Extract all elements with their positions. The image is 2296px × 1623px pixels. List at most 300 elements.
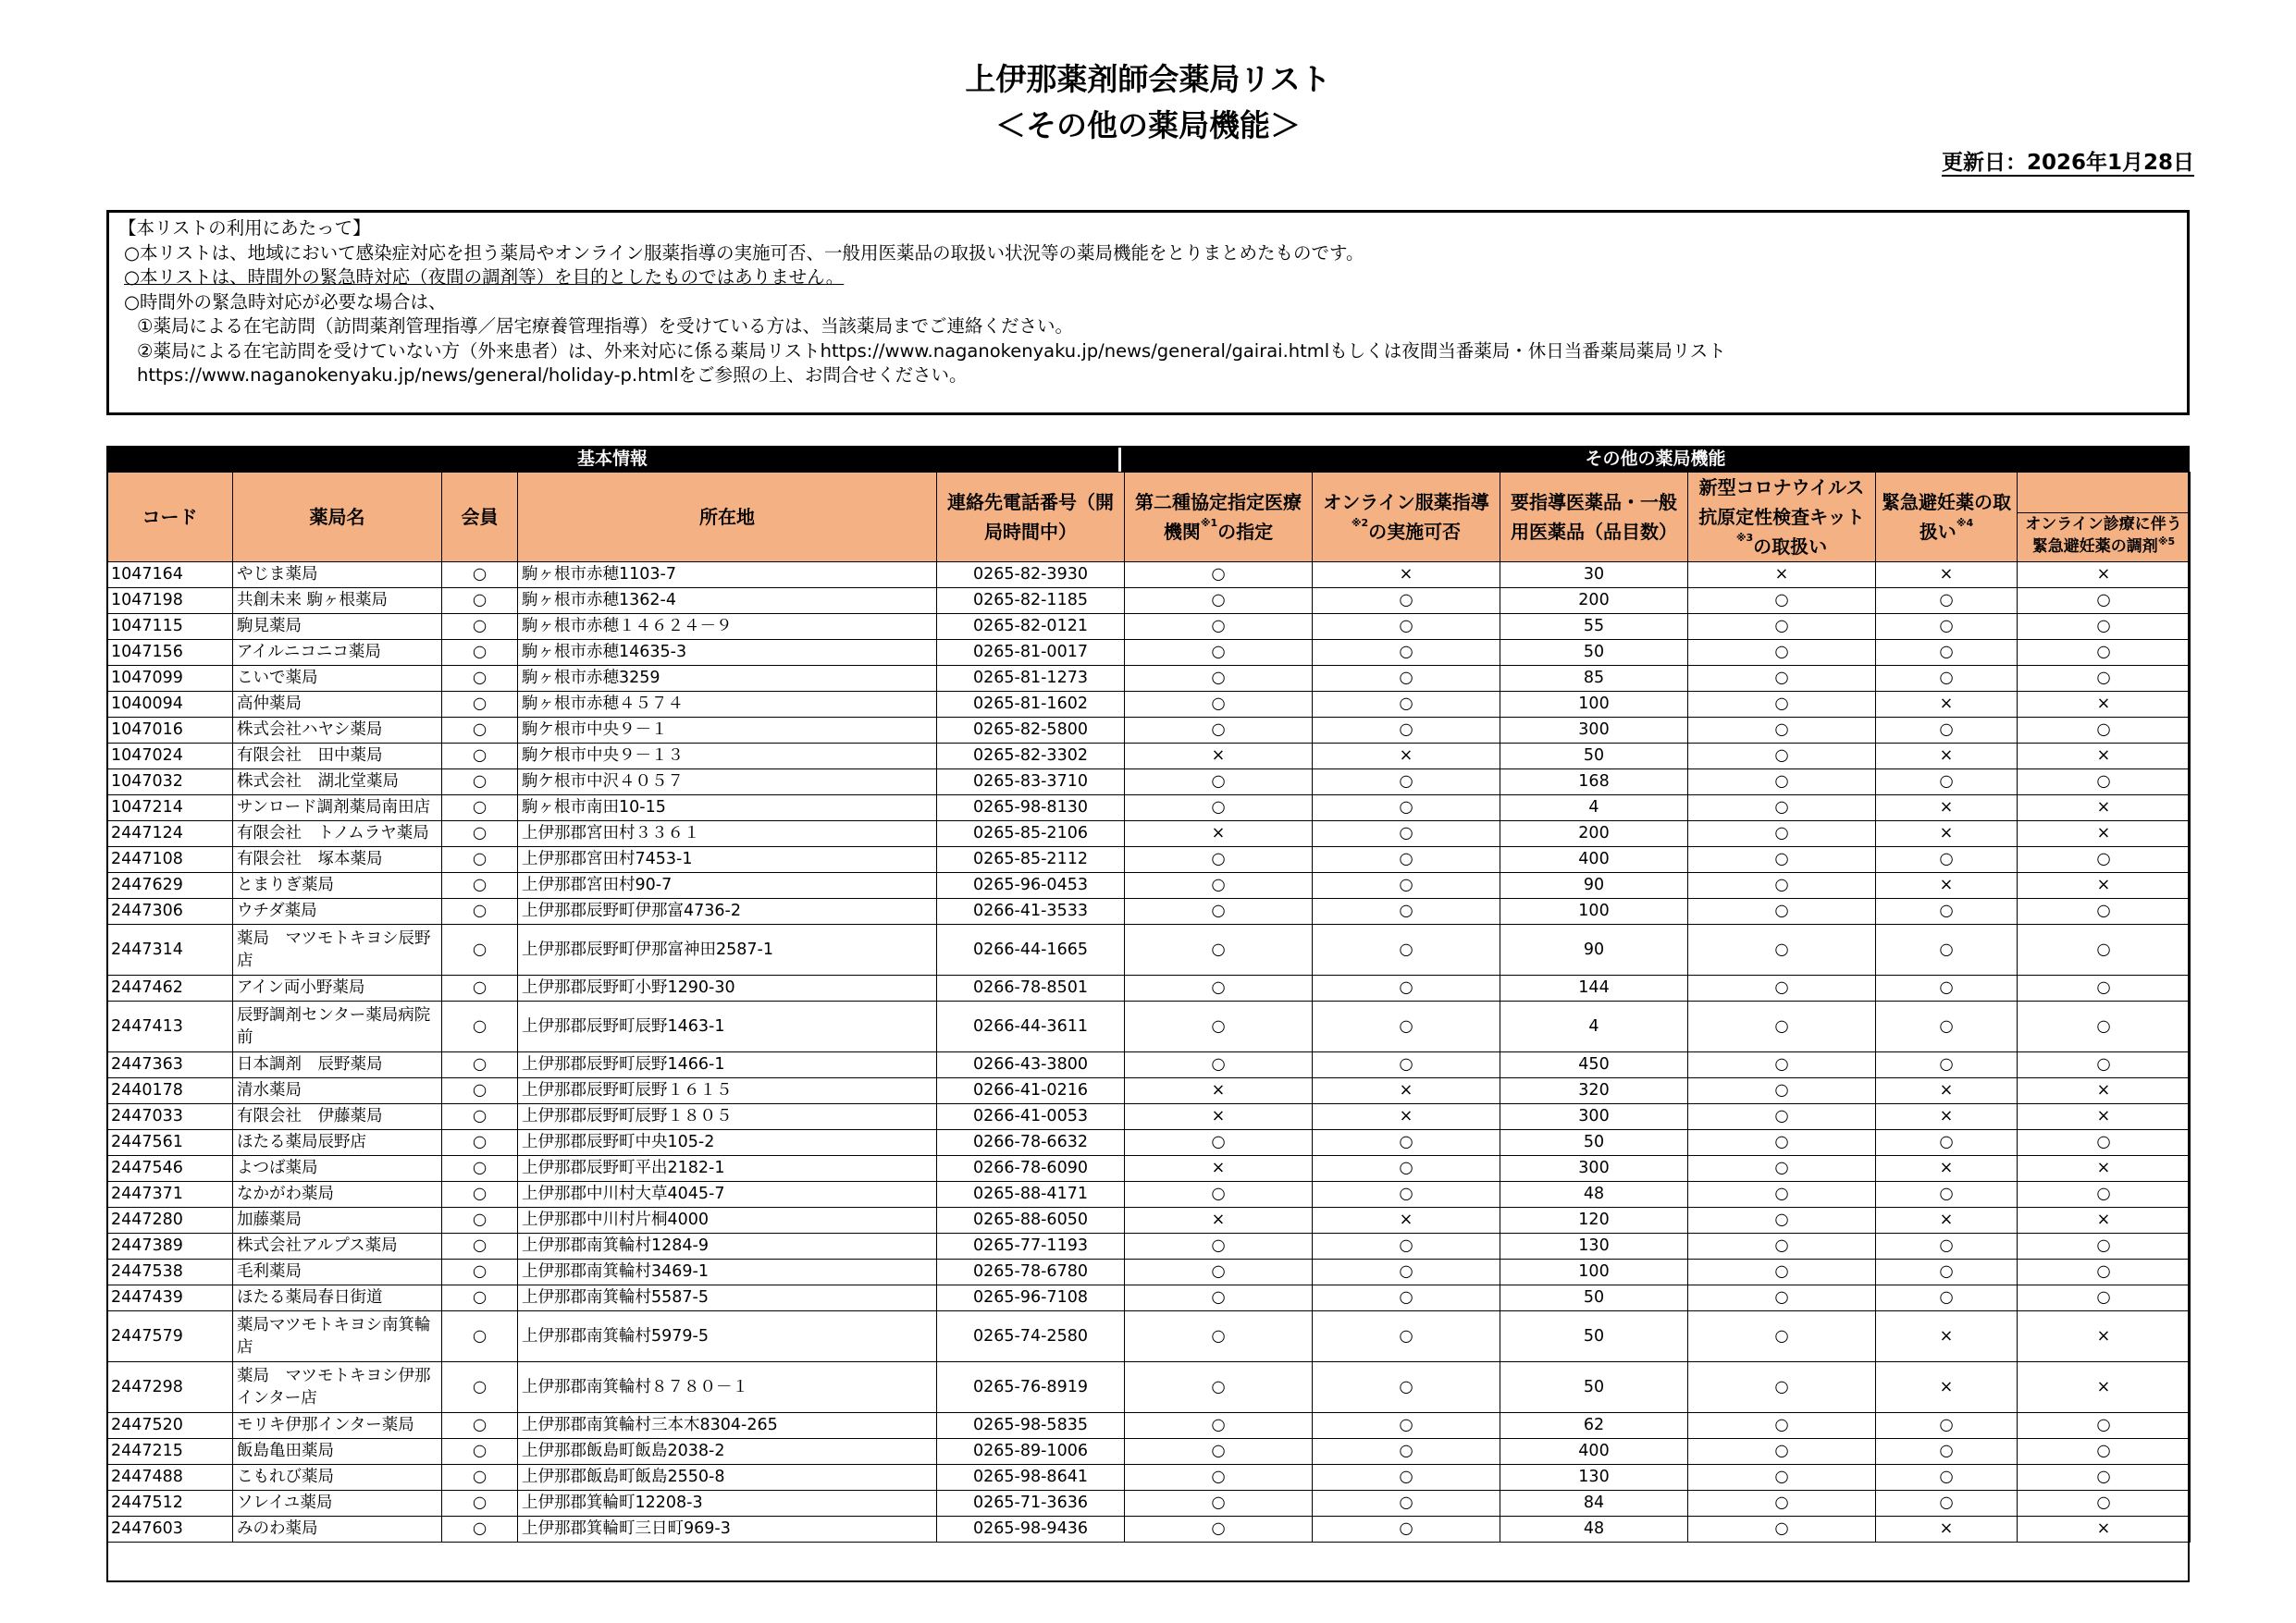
page-subtitle: ＜その他の薬局機能＞ bbox=[995, 107, 1301, 143]
row-covid: ○ bbox=[1688, 1517, 1876, 1543]
row-covid: ○ bbox=[1688, 1156, 1876, 1182]
row-emergency-contraceptive: ○ bbox=[1876, 640, 2018, 666]
row-phone: 0266-78-6632 bbox=[937, 1130, 1125, 1156]
row-phone: 0265-77-1193 bbox=[937, 1234, 1125, 1260]
row-name: 飯島亀田薬局 bbox=[233, 1439, 442, 1465]
table-row bbox=[107, 1260, 2191, 1285]
row-covid: ○ bbox=[1688, 1208, 1876, 1234]
row-otc: 50 bbox=[1500, 1362, 1688, 1413]
row-code: 2447413 bbox=[107, 1002, 233, 1052]
row-code: 1040094 bbox=[107, 692, 233, 718]
row-member: ○ bbox=[442, 873, 518, 899]
row-emergency-contraceptive: ○ bbox=[1876, 1130, 2018, 1156]
row-address: 上伊那郡箕輪町12208-3 bbox=[518, 1491, 937, 1517]
row-online: ○ bbox=[1313, 769, 1500, 795]
row-covid: ○ bbox=[1688, 795, 1876, 821]
table-row bbox=[107, 1362, 2191, 1413]
table-row bbox=[107, 1156, 2191, 1182]
table-row bbox=[107, 1465, 2191, 1491]
table-row bbox=[107, 1078, 2191, 1104]
row-name: こいで薬局 bbox=[233, 666, 442, 692]
row-address: 上伊那郡南箕輪村1284-9 bbox=[518, 1234, 937, 1260]
row-member: ○ bbox=[442, 1078, 518, 1104]
group-header-basic: 基本情報 bbox=[576, 449, 648, 469]
row-code: 2447314 bbox=[107, 925, 233, 976]
col-header-name: 薬局名 bbox=[233, 473, 442, 562]
row-otc: 90 bbox=[1500, 925, 1688, 976]
col-header-code: コード bbox=[107, 473, 233, 562]
row-code: 2447488 bbox=[107, 1465, 233, 1491]
row-phone: 0265-85-2106 bbox=[937, 821, 1125, 847]
row-member: ○ bbox=[442, 1439, 518, 1465]
row-otc: 200 bbox=[1500, 588, 1688, 614]
row-emergency-contraceptive: × bbox=[1876, 1104, 2018, 1130]
row-address: 上伊那郡南箕輪村5587-5 bbox=[518, 1285, 937, 1311]
row-online: ○ bbox=[1313, 1052, 1500, 1078]
row-ec-online: ○ bbox=[2018, 1130, 2191, 1156]
row-code: 2447298 bbox=[107, 1362, 233, 1413]
row-covid: ○ bbox=[1688, 640, 1876, 666]
row-designated: × bbox=[1125, 1104, 1313, 1130]
row-ec-online: ○ bbox=[2018, 1052, 2191, 1078]
row-phone: 0265-98-8641 bbox=[937, 1465, 1125, 1491]
row-code: 1047156 bbox=[107, 640, 233, 666]
row-emergency-contraceptive: ○ bbox=[1876, 847, 2018, 873]
row-name: モリキ伊那インター薬局 bbox=[233, 1413, 442, 1439]
row-otc: 120 bbox=[1500, 1208, 1688, 1234]
row-code: 2447124 bbox=[107, 821, 233, 847]
row-phone: 0265-81-0017 bbox=[937, 640, 1125, 666]
row-ec-online: ○ bbox=[2018, 666, 2191, 692]
row-designated: ○ bbox=[1125, 1052, 1313, 1078]
row-online: ○ bbox=[1313, 1517, 1500, 1543]
row-code: 2447215 bbox=[107, 1439, 233, 1465]
row-online: ○ bbox=[1313, 1002, 1500, 1052]
row-emergency-contraceptive: × bbox=[1876, 873, 2018, 899]
table-row bbox=[107, 1002, 2191, 1052]
col-header-online: オンライン服薬指導 $^{※2}$の実施可否 bbox=[1313, 473, 1500, 562]
row-emergency-contraceptive: ○ bbox=[1876, 1439, 2018, 1465]
row-ec-online: × bbox=[2018, 821, 2191, 847]
row-otc: 50 bbox=[1500, 1130, 1688, 1156]
row-member: ○ bbox=[442, 562, 518, 588]
row-code: 2447629 bbox=[107, 873, 233, 899]
row-code: 2447462 bbox=[107, 976, 233, 1002]
row-code: 2447579 bbox=[107, 1311, 233, 1362]
row-phone: 0265-82-3302 bbox=[937, 744, 1125, 769]
row-name: 薬局マツモトキヨシ南箕輪店 bbox=[233, 1311, 442, 1362]
row-designated: ○ bbox=[1125, 1439, 1313, 1465]
row-member: ○ bbox=[442, 1362, 518, 1413]
row-code: 2447306 bbox=[107, 899, 233, 925]
row-otc: 300 bbox=[1500, 1104, 1688, 1130]
table-row bbox=[107, 562, 2191, 588]
row-designated: ○ bbox=[1125, 666, 1313, 692]
row-designated: × bbox=[1125, 1156, 1313, 1182]
row-designated: ○ bbox=[1125, 692, 1313, 718]
row-otc: 100 bbox=[1500, 899, 1688, 925]
table-row bbox=[107, 588, 2191, 614]
row-phone: 0265-85-2112 bbox=[937, 847, 1125, 873]
row-member: ○ bbox=[442, 847, 518, 873]
row-member: ○ bbox=[442, 925, 518, 976]
row-covid: ○ bbox=[1688, 873, 1876, 899]
col-header-designation: 第二種協定指定医療機関$^{※1}$の指定 bbox=[1125, 473, 1313, 562]
row-designated: × bbox=[1125, 744, 1313, 769]
pharmacy-table bbox=[106, 472, 2191, 1543]
row-covid: ○ bbox=[1688, 847, 1876, 873]
row-name: 毛利薬局 bbox=[233, 1260, 442, 1285]
row-ec-online: × bbox=[2018, 1156, 2191, 1182]
row-name: アイン両小野薬局 bbox=[233, 976, 442, 1002]
row-name: 加藤薬局 bbox=[233, 1208, 442, 1234]
row-designated: ○ bbox=[1125, 1260, 1313, 1285]
row-address: 上伊那郡南箕輪村3469-1 bbox=[518, 1260, 937, 1285]
row-otc: 320 bbox=[1500, 1078, 1688, 1104]
row-covid: ○ bbox=[1688, 1413, 1876, 1439]
row-name: ウチダ薬局 bbox=[233, 899, 442, 925]
row-otc: 84 bbox=[1500, 1491, 1688, 1517]
row-name: とまりぎ薬局 bbox=[233, 873, 442, 899]
row-member: ○ bbox=[442, 1311, 518, 1362]
col-header-member: 会員 bbox=[442, 473, 518, 562]
row-otc: 4 bbox=[1500, 1002, 1688, 1052]
row-name: 高仲薬局 bbox=[233, 692, 442, 718]
row-online: ○ bbox=[1313, 1182, 1500, 1208]
row-address: 上伊那郡辰野町辰野１８０５ bbox=[518, 1104, 937, 1130]
row-member: ○ bbox=[442, 1413, 518, 1439]
row-ec-online: ○ bbox=[2018, 614, 2191, 640]
row-online: ○ bbox=[1313, 1285, 1500, 1311]
row-name: アイルニコニコ薬局 bbox=[233, 640, 442, 666]
row-phone: 0266-44-3611 bbox=[937, 1002, 1125, 1052]
row-emergency-contraceptive: × bbox=[1876, 1311, 2018, 1362]
row-phone: 0265-71-3636 bbox=[937, 1491, 1125, 1517]
row-address: 駒ヶ根市赤穂１４６２４－９ bbox=[518, 614, 937, 640]
row-code: 1047115 bbox=[107, 614, 233, 640]
row-name: 株式会社ハヤシ薬局 bbox=[233, 718, 442, 744]
row-covid: ○ bbox=[1688, 1285, 1876, 1311]
col-header-covid: 新型コロナウイルス抗原定性検査キット $^{※3}$の取扱い bbox=[1688, 473, 1876, 562]
row-member: ○ bbox=[442, 588, 518, 614]
row-otc: 300 bbox=[1500, 718, 1688, 744]
row-designated: ○ bbox=[1125, 873, 1313, 899]
row-member: ○ bbox=[442, 1491, 518, 1517]
row-otc: 50 bbox=[1500, 1285, 1688, 1311]
table-row bbox=[107, 666, 2191, 692]
row-covid: ○ bbox=[1688, 1078, 1876, 1104]
row-ec-online: × bbox=[2018, 1208, 2191, 1234]
table-row bbox=[107, 744, 2191, 769]
row-phone: 0265-98-5835 bbox=[937, 1413, 1125, 1439]
row-emergency-contraceptive: ○ bbox=[1876, 899, 2018, 925]
row-code: 2440178 bbox=[107, 1078, 233, 1104]
row-address: 上伊那郡宮田村90-7 bbox=[518, 873, 937, 899]
table-row bbox=[107, 1311, 2191, 1362]
row-address: 上伊那郡辰野町小野1290-30 bbox=[518, 976, 937, 1002]
page-title: 上伊那薬剤師会薬局リスト bbox=[965, 61, 1331, 97]
row-otc: 400 bbox=[1500, 1439, 1688, 1465]
row-otc: 48 bbox=[1500, 1517, 1688, 1543]
row-code: 1047164 bbox=[107, 562, 233, 588]
row-ec-online: × bbox=[2018, 795, 2191, 821]
row-online: ○ bbox=[1313, 614, 1500, 640]
row-name: 日本調剤 辰野薬局 bbox=[233, 1052, 442, 1078]
row-otc: 4 bbox=[1500, 795, 1688, 821]
row-phone: 0265-82-3930 bbox=[937, 562, 1125, 588]
table-row bbox=[107, 640, 2191, 666]
row-phone: 0266-78-6090 bbox=[937, 1156, 1125, 1182]
row-online: ○ bbox=[1313, 1130, 1500, 1156]
table-row bbox=[107, 821, 2191, 847]
table-row bbox=[107, 795, 2191, 821]
row-designated: ○ bbox=[1125, 795, 1313, 821]
col-header-ec-online: オンライン診療に伴う緊急避妊薬の調剤$^{※5}$ bbox=[2018, 513, 2191, 562]
row-member: ○ bbox=[442, 744, 518, 769]
row-phone: 0265-96-0453 bbox=[937, 873, 1125, 899]
row-online: ○ bbox=[1313, 821, 1500, 847]
row-member: ○ bbox=[442, 1234, 518, 1260]
table-row bbox=[107, 692, 2191, 718]
row-covid: ○ bbox=[1688, 769, 1876, 795]
row-covid: ○ bbox=[1688, 692, 1876, 718]
row-name: よつば薬局 bbox=[233, 1156, 442, 1182]
row-online: ○ bbox=[1313, 692, 1500, 718]
notice-line-1: ○本リストは、地域において感染症対応を担う薬局やオンライン服薬指導の実施可否、一般用医薬品の取扱い状況等の薬局機能をとりまとめたものです。 bbox=[124, 241, 1364, 264]
row-name: 株式会社 湖北堂薬局 bbox=[233, 769, 442, 795]
row-member: ○ bbox=[442, 1104, 518, 1130]
row-member: ○ bbox=[442, 795, 518, 821]
row-covid: ○ bbox=[1688, 1182, 1876, 1208]
row-covid: ○ bbox=[1688, 925, 1876, 976]
row-name: 薬局 マツモトキヨシ辰野店 bbox=[233, 925, 442, 976]
col-header-phone: 連絡先電話番号（開局時間中） bbox=[937, 473, 1125, 562]
row-name: 辰野調剤センター薬局病院前 bbox=[233, 1002, 442, 1052]
row-emergency-contraceptive: ○ bbox=[1876, 1234, 2018, 1260]
row-phone: 0266-41-3533 bbox=[937, 899, 1125, 925]
row-designated: × bbox=[1125, 1208, 1313, 1234]
row-otc: 130 bbox=[1500, 1234, 1688, 1260]
row-covid: ○ bbox=[1688, 588, 1876, 614]
row-name: 有限会社 伊藤薬局 bbox=[233, 1104, 442, 1130]
row-designated: ○ bbox=[1125, 1465, 1313, 1491]
row-ec-online: × bbox=[2018, 1311, 2191, 1362]
row-designated: ○ bbox=[1125, 899, 1313, 925]
row-code: 2447538 bbox=[107, 1260, 233, 1285]
row-otc: 168 bbox=[1500, 769, 1688, 795]
row-online: ○ bbox=[1313, 795, 1500, 821]
row-address: 駒ケ根市中沢４０５７ bbox=[518, 769, 937, 795]
table-row bbox=[107, 1052, 2191, 1078]
table-row bbox=[107, 769, 2191, 795]
row-ec-online: ○ bbox=[2018, 1285, 2191, 1311]
row-online: ○ bbox=[1313, 873, 1500, 899]
row-name: 有限会社 田中薬局 bbox=[233, 744, 442, 769]
row-emergency-contraceptive: × bbox=[1876, 744, 2018, 769]
row-otc: 130 bbox=[1500, 1465, 1688, 1491]
row-emergency-contraceptive: × bbox=[1876, 562, 2018, 588]
row-name: 共創未来 駒ヶ根薬局 bbox=[233, 588, 442, 614]
row-phone: 0265-96-7108 bbox=[937, 1285, 1125, 1311]
row-name: やじま薬局 bbox=[233, 562, 442, 588]
row-member: ○ bbox=[442, 640, 518, 666]
row-designated: ○ bbox=[1125, 718, 1313, 744]
row-address: 上伊那郡箕輪町三日町969-3 bbox=[518, 1517, 937, 1543]
row-member: ○ bbox=[442, 666, 518, 692]
row-covid: ○ bbox=[1688, 1439, 1876, 1465]
row-otc: 50 bbox=[1500, 640, 1688, 666]
row-address: 上伊那郡辰野町辰野１６１５ bbox=[518, 1078, 937, 1104]
row-address: 上伊那郡辰野町伊那富神田2587-1 bbox=[518, 925, 937, 976]
row-online: ○ bbox=[1313, 1311, 1500, 1362]
row-emergency-contraceptive: ○ bbox=[1876, 1002, 2018, 1052]
table-row bbox=[107, 1517, 2191, 1543]
notice-line-2: ○本リストは、時間外の緊急時対応（夜間の調剤等）を目的としたものではありません。 bbox=[124, 266, 845, 288]
row-member: ○ bbox=[442, 1156, 518, 1182]
group-header-other: その他の薬局機能 bbox=[1585, 449, 1726, 469]
table-row bbox=[107, 873, 2191, 899]
row-address: 上伊那郡飯島町飯島2038-2 bbox=[518, 1439, 937, 1465]
row-emergency-contraceptive: ○ bbox=[1876, 1285, 2018, 1311]
row-address: 上伊那郡飯島町飯島2550-8 bbox=[518, 1465, 937, 1491]
row-code: 2447603 bbox=[107, 1517, 233, 1543]
row-designated: × bbox=[1125, 1078, 1313, 1104]
row-address: 駒ヶ根市赤穂14635-3 bbox=[518, 640, 937, 666]
row-phone: 0265-82-0121 bbox=[937, 614, 1125, 640]
notice-line-4: ①薬局による在宅訪問（訪問薬剤管理指導／居宅療養管理指導）を受けている方は、当該薬局までご連絡ください。 bbox=[137, 315, 1073, 337]
table-row bbox=[107, 1130, 2191, 1156]
row-emergency-contraceptive: ○ bbox=[1876, 1413, 2018, 1439]
row-online: ○ bbox=[1313, 1362, 1500, 1413]
row-name: みのわ薬局 bbox=[233, 1517, 442, 1543]
row-phone: 0265-89-1006 bbox=[937, 1439, 1125, 1465]
group-header-bar bbox=[106, 446, 2190, 472]
row-designated: ○ bbox=[1125, 1285, 1313, 1311]
row-otc: 450 bbox=[1500, 1052, 1688, 1078]
row-name: 薬局 マツモトキヨシ伊那インター店 bbox=[233, 1362, 442, 1413]
table-row bbox=[107, 1234, 2191, 1260]
row-ec-online: ○ bbox=[2018, 925, 2191, 976]
table-row bbox=[107, 847, 2191, 873]
row-emergency-contraceptive: × bbox=[1876, 795, 2018, 821]
row-otc: 30 bbox=[1500, 562, 1688, 588]
row-covid: ○ bbox=[1688, 1465, 1876, 1491]
row-designated: ○ bbox=[1125, 1413, 1313, 1439]
row-covid: ○ bbox=[1688, 1052, 1876, 1078]
row-designated: ○ bbox=[1125, 1002, 1313, 1052]
row-address: 上伊那郡辰野町伊那富4736-2 bbox=[518, 899, 937, 925]
row-code: 1047016 bbox=[107, 718, 233, 744]
pharmacy-table-body bbox=[107, 562, 2191, 1543]
row-address: 上伊那郡南箕輪村８７８０－１ bbox=[518, 1362, 937, 1413]
table-row bbox=[107, 614, 2191, 640]
row-emergency-contraceptive: × bbox=[1876, 1517, 2018, 1543]
row-designated: ○ bbox=[1125, 1130, 1313, 1156]
row-member: ○ bbox=[442, 821, 518, 847]
row-covid: ○ bbox=[1688, 744, 1876, 769]
row-code: 2447389 bbox=[107, 1234, 233, 1260]
row-phone: 0265-82-1185 bbox=[937, 588, 1125, 614]
row-code: 2447280 bbox=[107, 1208, 233, 1234]
row-emergency-contraceptive: × bbox=[1876, 821, 2018, 847]
row-ec-online: ○ bbox=[2018, 1002, 2191, 1052]
row-emergency-contraceptive: × bbox=[1876, 1078, 2018, 1104]
row-online: ○ bbox=[1313, 666, 1500, 692]
row-member: ○ bbox=[442, 1517, 518, 1543]
row-address: 上伊那郡中川村大草4045-7 bbox=[518, 1182, 937, 1208]
row-online: × bbox=[1313, 1208, 1500, 1234]
row-code: 2447108 bbox=[107, 847, 233, 873]
row-emergency-contraceptive: × bbox=[1876, 1156, 2018, 1182]
row-code: 2447561 bbox=[107, 1130, 233, 1156]
row-ec-online: × bbox=[2018, 562, 2191, 588]
row-address: 駒ケ根市中央９－１３ bbox=[518, 744, 937, 769]
row-emergency-contraceptive: ○ bbox=[1876, 1491, 2018, 1517]
row-address: 上伊那郡南箕輪村三本木8304-265 bbox=[518, 1413, 937, 1439]
row-emergency-contraceptive: ○ bbox=[1876, 588, 2018, 614]
row-phone: 0265-98-8130 bbox=[937, 795, 1125, 821]
row-emergency-contraceptive: ○ bbox=[1876, 1052, 2018, 1078]
row-ec-online: ○ bbox=[2018, 1182, 2191, 1208]
row-code: 1047032 bbox=[107, 769, 233, 795]
row-ec-online: × bbox=[2018, 692, 2191, 718]
row-designated: ○ bbox=[1125, 1362, 1313, 1413]
row-member: ○ bbox=[442, 769, 518, 795]
row-name: ソレイユ薬局 bbox=[233, 1491, 442, 1517]
row-online: × bbox=[1313, 744, 1500, 769]
row-emergency-contraceptive: ○ bbox=[1876, 1465, 2018, 1491]
row-phone: 0265-88-6050 bbox=[937, 1208, 1125, 1234]
row-phone: 0266-41-0053 bbox=[937, 1104, 1125, 1130]
row-emergency-contraceptive: ○ bbox=[1876, 769, 2018, 795]
row-emergency-contraceptive: ○ bbox=[1876, 666, 2018, 692]
row-covid: ○ bbox=[1688, 821, 1876, 847]
table-row bbox=[107, 1104, 2191, 1130]
row-phone: 0265-76-8919 bbox=[937, 1362, 1125, 1413]
row-member: ○ bbox=[442, 1130, 518, 1156]
row-name: ほたる薬局春日街道 bbox=[233, 1285, 442, 1311]
row-covid: ○ bbox=[1688, 666, 1876, 692]
row-covid: ○ bbox=[1688, 1234, 1876, 1260]
row-ec-online: ○ bbox=[2018, 769, 2191, 795]
row-phone: 0266-78-8501 bbox=[937, 976, 1125, 1002]
row-otc: 85 bbox=[1500, 666, 1688, 692]
row-ec-online: ○ bbox=[2018, 718, 2191, 744]
row-address: 上伊那郡辰野町辰野1466-1 bbox=[518, 1052, 937, 1078]
row-emergency-contraceptive: ○ bbox=[1876, 925, 2018, 976]
row-online: ○ bbox=[1313, 1260, 1500, 1285]
row-code: 1047214 bbox=[107, 795, 233, 821]
row-member: ○ bbox=[442, 1052, 518, 1078]
table-row bbox=[107, 1413, 2191, 1439]
row-covid: ○ bbox=[1688, 718, 1876, 744]
table-row bbox=[107, 1208, 2191, 1234]
table-row bbox=[107, 899, 2191, 925]
row-designated: ○ bbox=[1125, 1491, 1313, 1517]
row-ec-online: ○ bbox=[2018, 1439, 2191, 1465]
row-online: ○ bbox=[1313, 1413, 1500, 1439]
row-online: ○ bbox=[1313, 640, 1500, 666]
row-online: × bbox=[1313, 562, 1500, 588]
row-address: 上伊那郡辰野町辰野1463-1 bbox=[518, 1002, 937, 1052]
row-address: 上伊那郡南箕輪村5979-5 bbox=[518, 1311, 937, 1362]
row-designated: ○ bbox=[1125, 1517, 1313, 1543]
row-designated: ○ bbox=[1125, 1182, 1313, 1208]
row-otc: 144 bbox=[1500, 976, 1688, 1002]
row-designated: ○ bbox=[1125, 976, 1313, 1002]
row-emergency-contraceptive: ○ bbox=[1876, 1260, 2018, 1285]
row-covid: ○ bbox=[1688, 1491, 1876, 1517]
